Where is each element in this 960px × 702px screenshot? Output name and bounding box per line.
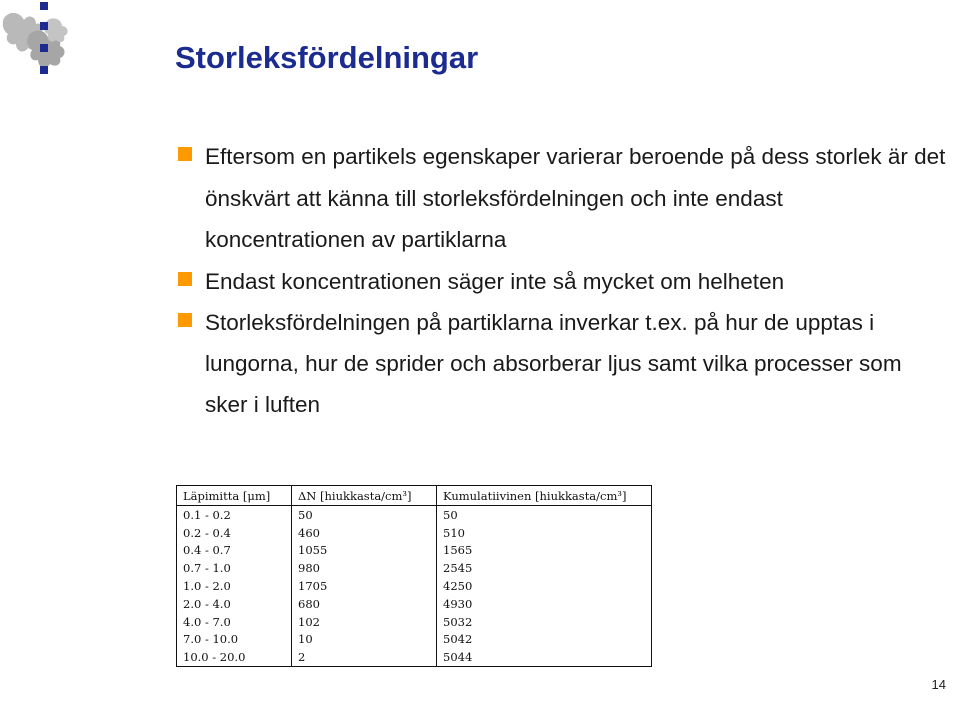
table-row: [177, 595, 651, 613]
cell-cumulative: 5044: [443, 650, 473, 665]
cell-delta-n: 460: [292, 524, 437, 542]
cell-delta-n: 10: [292, 631, 437, 649]
cell-diameter: 0.1 - 0.2: [177, 506, 292, 524]
bullet-square-icon: [178, 147, 192, 161]
cell-cumulative: 2545: [443, 561, 473, 576]
column-header-delta-n: ΔN [hiukkasta/cm³]: [292, 486, 437, 506]
bullet-square-icon: [178, 272, 192, 286]
cell-delta-n: 102: [292, 613, 437, 631]
bullet-square-icon: [178, 313, 192, 327]
bullet-item: [177, 261, 947, 302]
size-distribution-table: [176, 485, 652, 667]
slide-title: Storleksfördelningar: [175, 40, 479, 75]
cell-delta-n: 50: [292, 506, 437, 524]
cell-cumulative: 5032: [443, 614, 473, 629]
bullet-text: Storleksfördelningen på partiklarna inverkar t.ex. på hur de upptas i lungorna, hur de sprider och absorberar ljus samt vilka processer som sker i luften: [205, 309, 902, 417]
cell-cumulative: 50: [443, 507, 458, 522]
university-logo-icon: [0, 0, 92, 84]
cell-cumulative: 4250: [443, 579, 473, 594]
cell-delta-n: 980: [292, 559, 437, 577]
table-row: [177, 631, 651, 649]
table-row: [177, 559, 651, 577]
page-number: 14: [931, 677, 946, 692]
cell-diameter: 1.0 - 2.0: [177, 577, 292, 595]
cell-cumulative: 1565: [443, 543, 473, 558]
table-row: [177, 648, 651, 666]
table-header-row: [177, 486, 651, 506]
table-row: [177, 577, 651, 595]
table-row: [177, 524, 651, 542]
table-row: [177, 613, 651, 631]
cell-delta-n: 2: [292, 648, 437, 666]
cell-diameter: 10.0 - 20.0: [177, 648, 292, 666]
bullet-text: Eftersom en partikels egenskaper varierar beroende på dess storlek är det önskvärt att känna till storleksfördelningen och inte endast koncentrationen av partiklarna: [205, 144, 946, 252]
cell-cumulative: 4930: [443, 596, 473, 611]
bullet-item: [177, 302, 947, 425]
cell-diameter: 4.0 - 7.0: [177, 613, 292, 631]
cell-diameter: 2.0 - 4.0: [177, 595, 292, 613]
table-row: [177, 506, 651, 524]
cell-diameter: 7.0 - 10.0: [177, 631, 292, 649]
bullet-item: [177, 136, 947, 261]
bullet-text: Endast koncentrationen säger inte så mycket om helheten: [205, 268, 785, 294]
data-table: [177, 486, 651, 666]
table-row: [177, 542, 651, 560]
cell-diameter: 0.4 - 0.7: [177, 542, 292, 560]
cell-delta-n: 1705: [292, 577, 437, 595]
cell-diameter: 0.7 - 1.0: [177, 559, 292, 577]
cell-diameter: 0.2 - 0.4: [177, 524, 292, 542]
cell-cumulative: 510: [443, 525, 465, 540]
cell-delta-n: 680: [292, 595, 437, 613]
column-header-cumulative: Kumulatiivinen [hiukkasta/cm³]: [437, 486, 652, 506]
column-header-diameter: Läpimitta [μm]: [177, 486, 292, 506]
bullet-list: [177, 136, 947, 425]
cell-delta-n: 1055: [292, 542, 437, 560]
cell-cumulative: 5042: [443, 632, 473, 647]
